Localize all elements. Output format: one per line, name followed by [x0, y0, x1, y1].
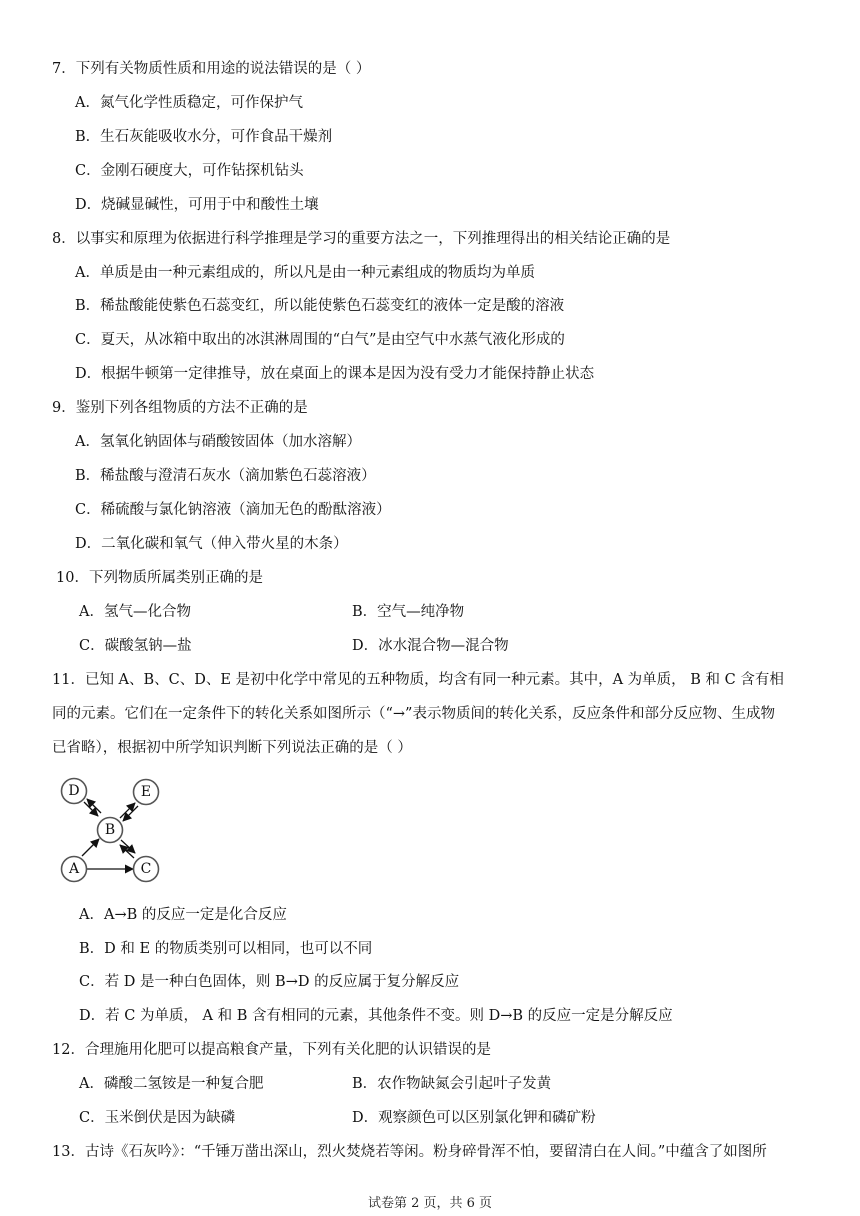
arrow-b-to-d: [87, 799, 101, 813]
question-9-stem: 9．鉴别下列各组物质的方法不正确的是: [52, 400, 308, 416]
q12-option-c: C．玉米倒伏是因为缺磷: [79, 1110, 236, 1126]
q7-option-c: C．金刚石硬度大，可作钻探机钻头: [75, 163, 304, 179]
node-e-label: E: [140, 784, 152, 800]
arrow-c-to-b: [120, 845, 134, 858]
question-10-stem: 10．下列物质所属类别正确的是: [56, 570, 263, 586]
question-13-stem: 13．古诗《石灰吟》：“千锤万凿出深山，烈火焚烧若等闲。粉身碎骨浑不怕，要留清白在人间。”中蕴含了如图所: [52, 1144, 767, 1160]
q12-option-d: D．观察颜色可以区别氯化钾和磷矿粉: [352, 1110, 596, 1126]
node-b-label: B: [104, 822, 116, 838]
q9-option-d: D．二氧化碳和氧气（伸入带火星的木条）: [75, 536, 348, 552]
q10-option-c: C．碳酸氢钠—盐: [79, 638, 192, 654]
q11-option-b: B．D 和 E 的物质类别可以相同，也可以不同: [79, 941, 373, 957]
q10-option-d: D．冰水混合物—混合物: [352, 638, 509, 654]
page-footer: 试卷第 2 页，共 6 页: [367, 1196, 493, 1211]
question-7-stem: 7．下列有关物质性质和用途的说法错误的是（ ）: [52, 61, 371, 77]
q11-option-c: C．若 D 是一种白色固体，则 B→D 的反应属于复分解反应: [79, 974, 460, 990]
arrow-a-to-b: [82, 839, 99, 856]
q8-option-d: D．根据牛顿第一定律推导，放在桌面上的课本是因为没有受力才能保持静止状态: [75, 366, 595, 382]
q9-option-b: B．稀盐酸与澄清石灰水（滴加紫色石蕊溶液）: [75, 468, 376, 484]
question-11-stem-line-3: 已省略），根据初中所学知识判断下列说法正确的是（ ）: [52, 740, 412, 756]
node-d-label: D: [68, 783, 80, 799]
q12-option-b: B．农作物缺氮会引起叶子发黄: [352, 1076, 552, 1092]
q10-option-b: B．空气—纯净物: [352, 604, 465, 620]
q8-option-b: B．稀盐酸能使紫色石蕊变红，所以能使紫色石蕊变红的液体一定是酸的溶液: [75, 298, 565, 314]
q8-option-c: C．夏天，从冰箱中取出的冰淇淋周围的“白气”是由空气中水蒸气液化形成的: [75, 332, 565, 348]
q8-option-a: A．单质是由一种元素组成的，所以凡是由一种元素组成的物质均为单质: [75, 265, 535, 281]
q9-option-a: A．氢氧化钠固体与硝酸铵固体（加水溶解）: [75, 434, 361, 450]
q12-option-a: A．磷酸二氢铵是一种复合肥: [79, 1076, 264, 1092]
conversion-diagram: [54, 772, 174, 890]
q9-option-c: C．稀硫酸与氯化钠溶液（滴加无色的酚酞溶液）: [75, 502, 391, 518]
arrow-d-to-b: [84, 802, 98, 816]
q11-option-a: A．A→B 的反应一定是化合反应: [79, 907, 287, 923]
question-11-stem-line-2: 同的元素。它们在一定条件下的转化关系如图所示（“→”表示物质间的转化关系，反应条件和部分反应物、生成物: [52, 706, 775, 722]
q7-option-b: B．生石灰能吸收水分，可作食品干燥剂: [75, 129, 333, 145]
question-12-stem: 12．合理施用化肥可以提高粮食产量，下列有关化肥的认识错误的是: [52, 1042, 491, 1058]
node-a-label: A: [68, 861, 80, 877]
arrow-b-to-c: [121, 840, 135, 853]
q7-option-a: A．氮气化学性质稳定，可作保护气: [75, 95, 303, 111]
q10-option-a: A．氢气—化合物: [79, 604, 191, 620]
node-c-label: C: [140, 861, 152, 877]
q7-option-d: D．烧碱显碱性，可用于中和酸性土壤: [75, 197, 319, 213]
question-11-stem-line-1: 11．已知 A、B、C、D、E 是初中化学中常见的五种物质，均含有同一种元素。其中，A 为单质， B 和 C 含有相: [52, 672, 784, 688]
q11-option-d: D．若 C 为单质， A 和 B 含有相同的元素，其他条件不变。则 D→B 的反应一定是分解反应: [79, 1008, 673, 1024]
question-8-stem: 8．以事实和原理为依据进行科学推理是学习的重要方法之一，下列推理得出的相关结论正确的是: [52, 231, 671, 247]
